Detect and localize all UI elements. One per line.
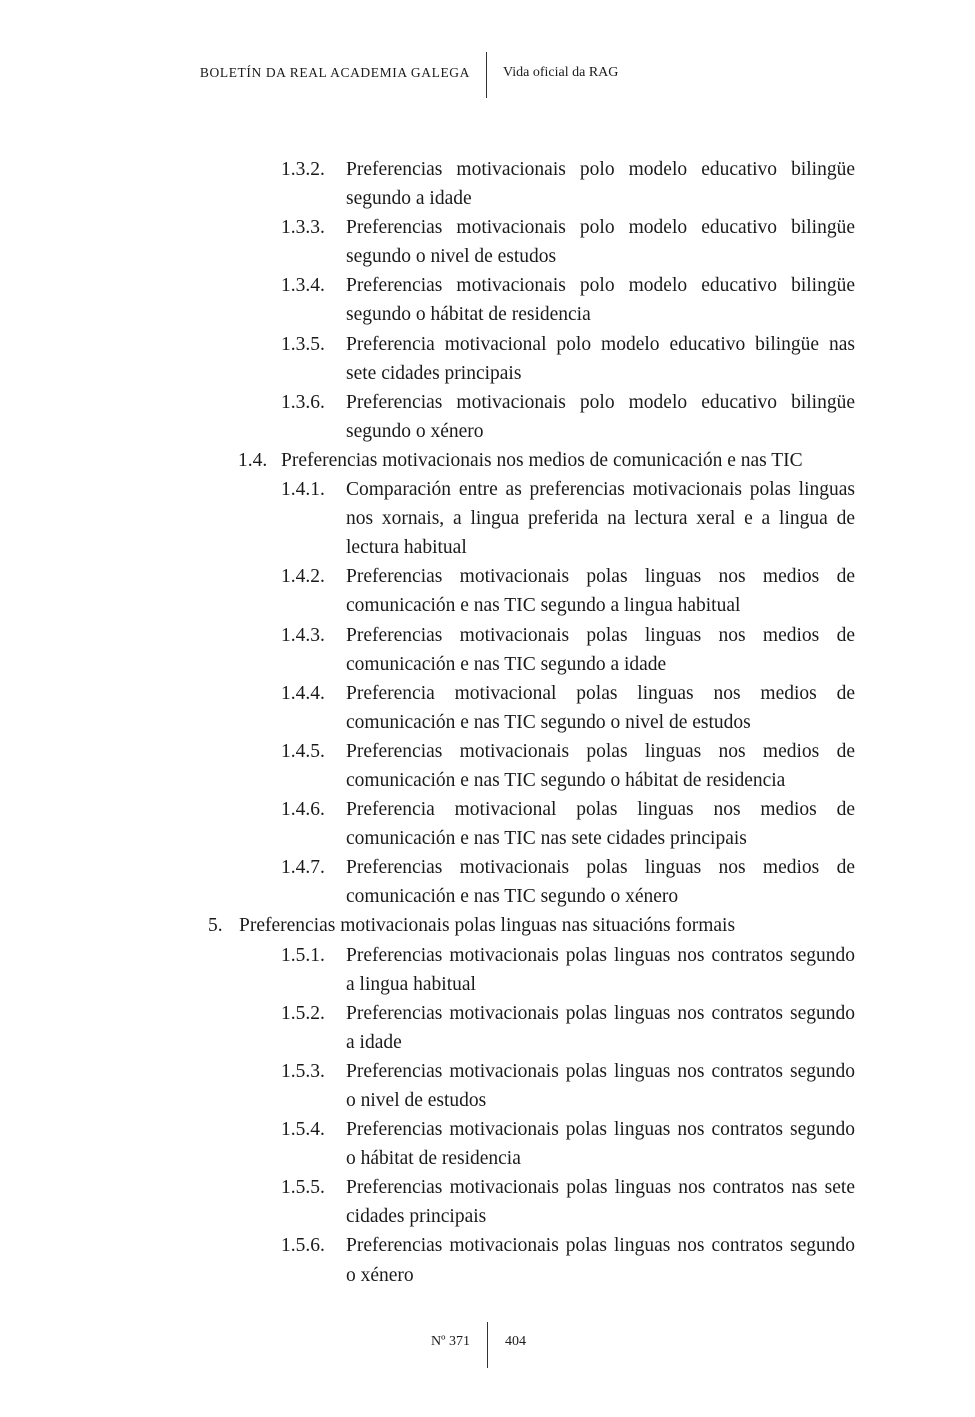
toc-entry (0, 562, 975, 620)
toc-entry-text: Preferencias motivacionais polas linguas nos medios de comunicación e nas TIC segundo o xénero (346, 857, 855, 908)
toc-entry-number: 1.5.3. (281, 1060, 325, 1082)
toc-entry (0, 1057, 975, 1115)
header-divider (486, 52, 487, 98)
table-of-contents (0, 155, 975, 1290)
toc-entry-number: 1.4. (238, 449, 268, 471)
toc-entry-text: Preferencias motivacionais polas linguas nos medios de comunicación e nas TIC segundo a idade (346, 624, 855, 675)
toc-entry (0, 271, 975, 329)
toc-entry (0, 737, 975, 795)
toc-entry-text: Comparación entre as preferencias motivacionais polas linguas nos xornais, a lingua preferida na lectura xeral e a lingua de lectura habitual (346, 479, 855, 559)
toc-entry-number: 1.4.7. (281, 857, 325, 879)
toc-entry (0, 853, 975, 911)
section-title: Vida oficial da RAG (503, 65, 619, 80)
journal-title: BOLETÍN DA REAL ACADEMIA GALEGA (199, 65, 470, 80)
toc-entry-text: Preferencias motivacionais polas linguas nos contratos segundo o hábitat de residencia (346, 1119, 855, 1170)
toc-entry (0, 621, 975, 679)
page-number: 404 (505, 1334, 526, 1349)
toc-entry-number: 1.3.6. (281, 391, 325, 413)
toc-entry (0, 1115, 975, 1173)
toc-entry-number: 1.5.5. (281, 1177, 325, 1199)
running-header (0, 52, 975, 98)
toc-entry-number: 5. (208, 915, 223, 937)
toc-entry-number: 1.4.4. (281, 682, 325, 704)
toc-entry-text: Preferencias motivacionais polas linguas nas situacións formais (239, 915, 736, 937)
toc-entry-number: 1.3.2. (281, 159, 325, 180)
toc-entry-text: Preferencias motivacionais polas linguas nos contratos nas sete cidades principais (346, 1177, 855, 1228)
toc-subsection-heading (0, 446, 975, 475)
toc-entry-number: 1.5.6. (281, 1235, 325, 1257)
toc-entry-text: Preferencias motivacionais nos medios de comunicación e nas TIC (281, 449, 803, 471)
toc-entry-number: 1.4.1. (281, 479, 325, 501)
toc-entry-text: Preferencia motivacional polas linguas nos medios de comunicación e nas TIC segundo o nivel de estudos (346, 682, 855, 733)
toc-entry (0, 213, 975, 271)
toc-entry (0, 941, 975, 999)
toc-entry-text: Preferencias motivacionais polo modelo educativo bilingüe segundo a idade (346, 159, 855, 210)
toc-entry-number: 1.3.3. (281, 217, 325, 239)
toc-entry-text: Preferencias motivacionais polas linguas nos contratos segundo o xénero (346, 1235, 855, 1286)
footer-divider (487, 1322, 488, 1368)
toc-entry (0, 388, 975, 446)
toc-entry-number: 1.3.5. (281, 333, 325, 355)
toc-entry (0, 155, 975, 213)
toc-entry-number: 1.5.4. (281, 1119, 325, 1141)
toc-entry-number: 1.3.4. (281, 275, 325, 297)
toc-entry-text: Preferencias motivacionais polo modelo educativo bilingüe segundo o nivel de estudos (346, 217, 855, 268)
toc-entry-number: 1.4.6. (281, 799, 325, 821)
toc-entry-text: Preferencia motivacional polas linguas nos medios de comunicación e nas TIC nas sete cidades principais (346, 799, 855, 850)
toc-entry-text: Preferencias motivacionais polas linguas nos medios de comunicación e nas TIC segundo a lingua habitual (346, 566, 855, 617)
toc-entry-text: Preferencias motivacionais polas linguas nos contratos segundo a idade (346, 1002, 855, 1053)
toc-entry-text: Preferencias motivacionais polas linguas nos medios de comunicación e nas TIC segundo o hábitat de residencia (346, 740, 855, 791)
toc-entry-text: Preferencia motivacional polo modelo educativo bilingüe nas sete cidades principais (346, 333, 855, 384)
toc-entry-text: Preferencias motivacionais polo modelo educativo bilingüe segundo o xénero (346, 391, 855, 442)
running-footer (0, 1322, 975, 1368)
toc-entry-number: 1.4.3. (281, 624, 325, 646)
toc-entry (0, 475, 975, 562)
toc-entry (0, 679, 975, 737)
toc-entry (0, 330, 975, 388)
toc-entry-text: Preferencias motivacionais polas linguas nos contratos segundo o nivel de estudos (346, 1060, 855, 1111)
toc-entry-number: 1.5.2. (281, 1002, 325, 1024)
issue-number: Nº 371 (431, 1334, 470, 1349)
toc-entry (0, 1173, 975, 1231)
toc-entry-text: Preferencias motivacionais polo modelo educativo bilingüe segundo o hábitat de residencia (346, 275, 855, 326)
toc-entry-number: 1.4.2. (281, 566, 325, 588)
toc-entry (0, 1231, 975, 1289)
toc-section-heading (0, 911, 975, 940)
toc-entry-number: 1.4.5. (281, 740, 325, 762)
toc-entry (0, 795, 975, 853)
toc-entry (0, 999, 975, 1057)
toc-entry-number: 1.5.1. (281, 944, 325, 966)
toc-entry-text: Preferencias motivacionais polas linguas nos contratos segundo a lingua habitual (346, 944, 855, 995)
